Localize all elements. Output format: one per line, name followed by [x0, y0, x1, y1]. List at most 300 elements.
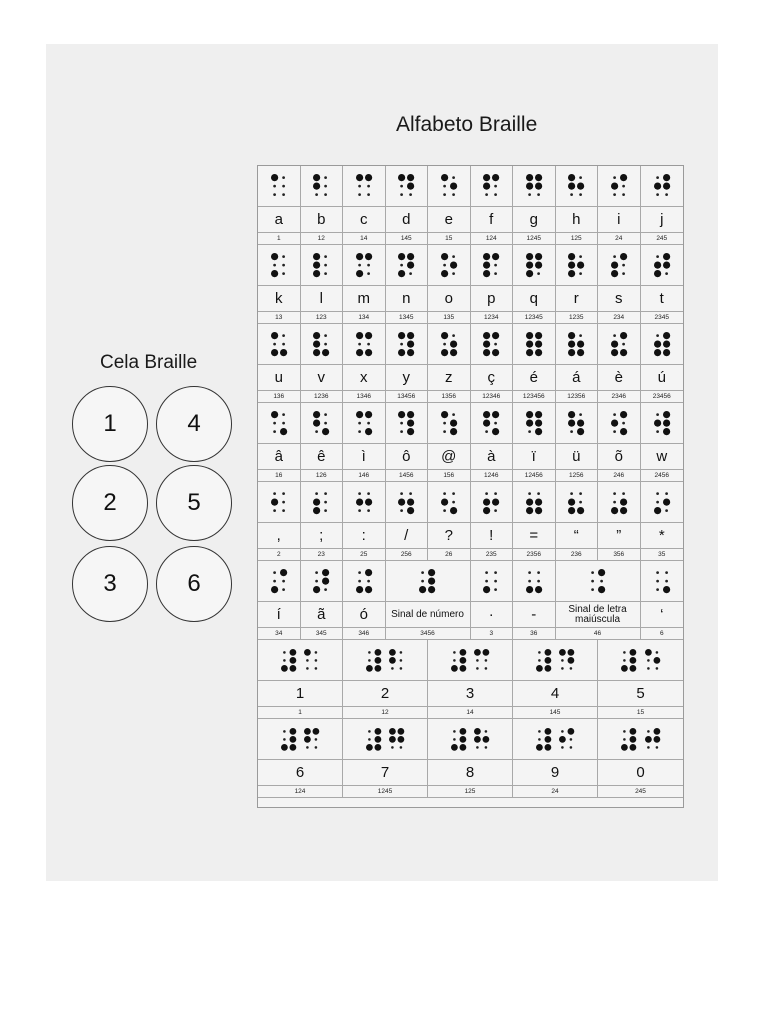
flat-dot: [579, 334, 582, 337]
braille-symbol: [343, 245, 386, 286]
flat-dot: [528, 571, 531, 574]
braille-symbol: [598, 482, 641, 523]
raised-dot: [428, 577, 435, 584]
braille-symbol: [513, 482, 556, 523]
flat-dot: [400, 343, 403, 346]
braille-dots: [610, 410, 628, 436]
braille-number-pair: [535, 648, 576, 673]
raised-dot: [271, 586, 278, 593]
raised-dot: [365, 428, 372, 435]
number-label: 0: [598, 760, 683, 786]
raised-dot: [313, 270, 320, 277]
character-label: Sinal de número: [386, 602, 471, 628]
flat-dot: [655, 667, 658, 670]
braille-dots: [653, 410, 671, 436]
raised-dot: [663, 182, 670, 189]
braille-symbol: [598, 324, 641, 365]
raised-dot: [663, 261, 670, 268]
flat-dot: [538, 651, 541, 654]
braille-number-symbol: [598, 640, 683, 681]
flat-dot: [592, 588, 595, 591]
raised-dot: [536, 744, 543, 751]
raised-dot: [459, 649, 466, 656]
braille-dots: [482, 489, 500, 515]
braille-dots: [270, 410, 288, 436]
flat-dot: [315, 746, 318, 749]
raised-dot: [621, 744, 628, 751]
flat-dot: [367, 193, 370, 196]
dot-code: 14: [343, 233, 386, 245]
braille-symbol: [471, 561, 514, 602]
raised-dot: [450, 507, 457, 514]
braille-symbol: [301, 245, 344, 286]
braille-symbol: [556, 482, 599, 523]
character-label: ?: [428, 523, 471, 549]
flat-dot: [282, 176, 285, 179]
cell-dot-4: 4: [156, 386, 232, 462]
braille-dots: [567, 331, 585, 357]
braille-dots: [355, 568, 373, 594]
dot-code: 2356: [513, 549, 556, 561]
flat-dot: [443, 343, 446, 346]
flat-dot: [273, 509, 276, 512]
flat-dot: [494, 580, 497, 583]
flat-dot: [537, 571, 540, 574]
braille-dots: [440, 331, 458, 357]
dot-code: 1256: [556, 470, 599, 482]
flat-dot: [537, 272, 540, 275]
raised-dot: [450, 349, 457, 356]
flat-dot: [367, 492, 370, 495]
flat-dot: [579, 492, 582, 495]
raised-dot: [568, 649, 575, 656]
raised-dot: [271, 253, 278, 260]
dot-code: 1236: [301, 391, 344, 403]
flat-dot: [579, 501, 582, 504]
raised-dot: [526, 419, 533, 426]
character-label: Sinal de letra maiúscula: [556, 602, 641, 628]
flat-dot: [282, 492, 285, 495]
character-label: e: [428, 207, 471, 233]
raised-dot: [526, 340, 533, 347]
raised-dot: [407, 253, 414, 260]
raised-dot: [630, 744, 637, 751]
raised-dot: [483, 419, 490, 426]
raised-dot: [450, 340, 457, 347]
raised-dot: [483, 498, 490, 505]
flat-dot: [613, 193, 616, 196]
flat-dot: [494, 343, 497, 346]
flat-dot: [537, 580, 540, 583]
flat-dot: [306, 659, 309, 662]
raised-dot: [313, 174, 320, 181]
braille-dots: [482, 331, 500, 357]
raised-dot: [398, 174, 405, 181]
dot-code: 135: [428, 312, 471, 324]
raised-dot: [304, 649, 311, 656]
raised-dot: [544, 736, 551, 743]
dot-code: 1: [258, 707, 343, 719]
flat-dot: [613, 430, 616, 433]
character-label: !: [471, 523, 514, 549]
raised-dot: [389, 649, 396, 656]
raised-dot: [271, 498, 278, 505]
flat-dot: [391, 746, 394, 749]
flat-dot: [656, 588, 659, 591]
dot-code: 24: [598, 233, 641, 245]
braille-symbol: [343, 482, 386, 523]
flat-dot: [282, 509, 285, 512]
raised-dot: [271, 270, 278, 277]
character-label: ,: [258, 523, 301, 549]
flat-dot: [623, 651, 626, 654]
raised-dot: [289, 728, 296, 735]
raised-dot: [365, 411, 372, 418]
raised-dot: [568, 507, 575, 514]
flat-dot: [538, 659, 541, 662]
raised-dot: [577, 182, 584, 189]
braille-number-pair: [365, 727, 406, 752]
raised-dot: [459, 736, 466, 743]
raised-dot: [441, 332, 448, 339]
dot-code: 12456: [513, 470, 556, 482]
flat-dot: [443, 509, 446, 512]
raised-dot: [281, 744, 288, 751]
braille-dots: [558, 727, 575, 752]
raised-dot: [271, 411, 278, 418]
raised-dot: [313, 253, 320, 260]
raised-dot: [620, 411, 627, 418]
flat-dot: [443, 430, 446, 433]
flat-dot: [358, 264, 361, 267]
braille-dots: [567, 173, 585, 199]
dot-code: 245: [598, 786, 683, 798]
raised-dot: [483, 340, 490, 347]
braille-number-symbol: [343, 640, 428, 681]
raised-dot: [441, 270, 448, 277]
flat-dot: [647, 659, 650, 662]
flat-dot: [656, 255, 659, 258]
raised-dot: [441, 411, 448, 418]
braille-number-pair: [620, 648, 661, 673]
character-label: =: [513, 523, 556, 549]
cell-dot-1: 1: [72, 386, 148, 462]
flat-dot: [400, 667, 403, 670]
dot-code: 1234: [471, 312, 514, 324]
dot-code: 136: [258, 391, 301, 403]
dot-code: 26: [428, 549, 471, 561]
braille-dots: [418, 568, 436, 594]
braille-dots: [525, 568, 543, 594]
braille-symbol: [428, 166, 471, 207]
raised-dot: [280, 349, 287, 356]
character-label: ô: [386, 444, 429, 470]
braille-dots: [558, 648, 575, 673]
dot-code: 123: [301, 312, 344, 324]
dot-code: 256: [386, 549, 429, 561]
flat-dot: [422, 580, 425, 583]
character-label: u: [258, 365, 301, 391]
flat-dot: [494, 509, 497, 512]
character-label: c: [343, 207, 386, 233]
flat-dot: [358, 422, 361, 425]
raised-dot: [483, 174, 490, 181]
raised-dot: [450, 182, 457, 189]
braille-symbol: [301, 166, 344, 207]
character-label: r: [556, 286, 599, 312]
flat-dot: [315, 659, 318, 662]
raised-dot: [280, 428, 287, 435]
flat-dot: [665, 571, 668, 574]
raised-dot: [544, 665, 551, 672]
flat-dot: [656, 430, 659, 433]
raised-dot: [407, 261, 414, 268]
flat-dot: [273, 430, 276, 433]
flat-dot: [656, 580, 659, 583]
raised-dot: [654, 340, 661, 347]
flat-dot: [400, 651, 403, 654]
raised-dot: [398, 332, 405, 339]
flat-dot: [358, 185, 361, 188]
braille-symbol: [513, 166, 556, 207]
dot-code: 145: [513, 707, 598, 719]
braille-dots: [653, 568, 671, 594]
dot-code: 2456: [641, 470, 684, 482]
flat-dot: [570, 430, 573, 433]
flat-dot: [622, 193, 625, 196]
flat-dot: [358, 580, 361, 583]
character-label: ç: [471, 365, 514, 391]
flat-dot: [655, 651, 658, 654]
flat-dot: [485, 193, 488, 196]
braille-dots: [440, 489, 458, 515]
braille-dots: [303, 727, 320, 752]
braille-number-symbol: [598, 719, 683, 760]
flat-dot: [273, 185, 276, 188]
character-label: x: [343, 365, 386, 391]
flat-dot: [665, 580, 668, 583]
flat-dot: [282, 193, 285, 196]
raised-dot: [544, 657, 551, 664]
raised-dot: [483, 253, 490, 260]
raised-dot: [492, 332, 499, 339]
raised-dot: [535, 586, 542, 593]
braille-number-pair: [365, 648, 406, 673]
flat-dot: [315, 667, 318, 670]
raised-dot: [428, 586, 435, 593]
flat-dot: [537, 492, 540, 495]
dot-code: 2345: [641, 312, 684, 324]
flat-dot: [622, 272, 625, 275]
braille-dots: [482, 173, 500, 199]
dot-code: 236: [556, 549, 599, 561]
braille-dots: [473, 648, 490, 673]
raised-dot: [407, 182, 414, 189]
flat-dot: [368, 730, 371, 733]
braille-symbol: [386, 482, 429, 523]
raised-dot: [483, 507, 490, 514]
braille-dots: [270, 489, 288, 515]
raised-dot: [568, 332, 575, 339]
flat-dot: [282, 255, 285, 258]
flat-dot: [561, 730, 564, 733]
flat-dot: [358, 571, 361, 574]
flat-dot: [368, 651, 371, 654]
raised-dot: [653, 728, 660, 735]
raised-dot: [428, 569, 435, 576]
braille-dots: [312, 331, 330, 357]
raised-dot: [611, 340, 618, 347]
number-prefix-dots: [450, 727, 467, 752]
flat-dot: [452, 272, 455, 275]
character-label: :: [343, 523, 386, 549]
raised-dot: [483, 649, 490, 656]
braille-number-pair: [280, 727, 321, 752]
flat-dot: [400, 659, 403, 662]
flat-dot: [443, 264, 446, 267]
braille-dots: [388, 727, 405, 752]
braille-dots: [644, 727, 661, 752]
flat-dot: [622, 343, 625, 346]
flat-dot: [476, 667, 479, 670]
character-label: ”: [598, 523, 641, 549]
braille-symbol: [428, 403, 471, 444]
flat-dot: [443, 492, 446, 495]
raised-dot: [630, 736, 637, 743]
flat-dot: [613, 255, 616, 258]
braille-dots: [397, 252, 415, 278]
flat-dot: [485, 571, 488, 574]
raised-dot: [451, 665, 458, 672]
raised-dot: [313, 507, 320, 514]
braille-symbol: [556, 403, 599, 444]
flat-dot: [656, 571, 659, 574]
flat-dot: [476, 746, 479, 749]
flat-dot: [561, 659, 564, 662]
raised-dot: [313, 340, 320, 347]
character-label: ‘: [641, 602, 684, 628]
raised-dot: [526, 253, 533, 260]
page-title: Alfabeto Braille: [396, 113, 538, 136]
flat-dot: [579, 255, 582, 258]
flat-dot: [324, 255, 327, 258]
braille-symbol: [471, 245, 514, 286]
flat-dot: [453, 730, 456, 733]
braille-symbol: [641, 245, 684, 286]
flat-dot: [647, 667, 650, 670]
raised-dot: [535, 498, 542, 505]
raised-dot: [271, 349, 278, 356]
flat-dot: [453, 659, 456, 662]
raised-dot: [356, 270, 363, 277]
dot-code: 23: [301, 549, 344, 561]
number-prefix-dots: [280, 727, 297, 752]
braille-dots: [525, 410, 543, 436]
dot-code: 23456: [641, 391, 684, 403]
flat-dot: [367, 580, 370, 583]
braille-dots: [440, 252, 458, 278]
raised-dot: [313, 349, 320, 356]
character-label: -: [513, 602, 556, 628]
raised-dot: [356, 349, 363, 356]
flat-dot: [592, 580, 595, 583]
raised-dot: [620, 253, 627, 260]
dot-code: 346: [343, 628, 386, 640]
character-label: è: [598, 365, 641, 391]
raised-dot: [535, 261, 542, 268]
dot-code: 356: [598, 549, 641, 561]
raised-dot: [621, 665, 628, 672]
dot-code: 156: [428, 470, 471, 482]
raised-dot: [304, 728, 311, 735]
number-prefix-dots: [620, 727, 637, 752]
flat-dot: [282, 580, 285, 583]
dot-code: 245: [641, 233, 684, 245]
flat-dot: [452, 413, 455, 416]
character-label: i: [598, 207, 641, 233]
raised-dot: [483, 182, 490, 189]
dot-code: 146: [343, 470, 386, 482]
braille-symbol: [513, 403, 556, 444]
braille-symbol: [428, 482, 471, 523]
raised-dot: [654, 182, 661, 189]
braille-dots: [270, 568, 288, 594]
flat-dot: [528, 492, 531, 495]
raised-dot: [653, 657, 660, 664]
raised-dot: [526, 270, 533, 277]
dot-code: 46: [556, 628, 641, 640]
raised-dot: [313, 586, 320, 593]
flat-dot: [282, 588, 285, 591]
flat-dot: [561, 746, 564, 749]
braille-symbol: [471, 166, 514, 207]
dot-code: 125: [428, 786, 513, 798]
flat-dot: [324, 264, 327, 267]
raised-dot: [630, 657, 637, 664]
cell-title: Cela Braille: [100, 352, 198, 373]
flat-dot: [443, 193, 446, 196]
raised-dot: [398, 736, 405, 743]
raised-dot: [611, 261, 618, 268]
braille-dots: [482, 252, 500, 278]
raised-dot: [356, 332, 363, 339]
raised-dot: [459, 744, 466, 751]
dot-code: 125: [556, 233, 599, 245]
raised-dot: [630, 728, 637, 735]
raised-dot: [356, 586, 363, 593]
raised-dot: [577, 349, 584, 356]
character-label: /: [386, 523, 429, 549]
raised-dot: [663, 174, 670, 181]
braille-dots: [270, 252, 288, 278]
flat-dot: [358, 193, 361, 196]
flat-dot: [528, 580, 531, 583]
braille-symbol: [386, 403, 429, 444]
flat-dot: [367, 509, 370, 512]
braille-symbol: [471, 403, 514, 444]
raised-dot: [365, 498, 372, 505]
flat-dot: [400, 430, 403, 433]
braille-dots: [567, 252, 585, 278]
dot-code: 3: [471, 628, 514, 640]
raised-dot: [356, 253, 363, 260]
braille-number-symbol: [513, 719, 598, 760]
flat-dot: [283, 659, 286, 662]
dot-code: 1346: [343, 391, 386, 403]
flat-dot: [367, 272, 370, 275]
flat-dot: [358, 492, 361, 495]
raised-dot: [492, 253, 499, 260]
